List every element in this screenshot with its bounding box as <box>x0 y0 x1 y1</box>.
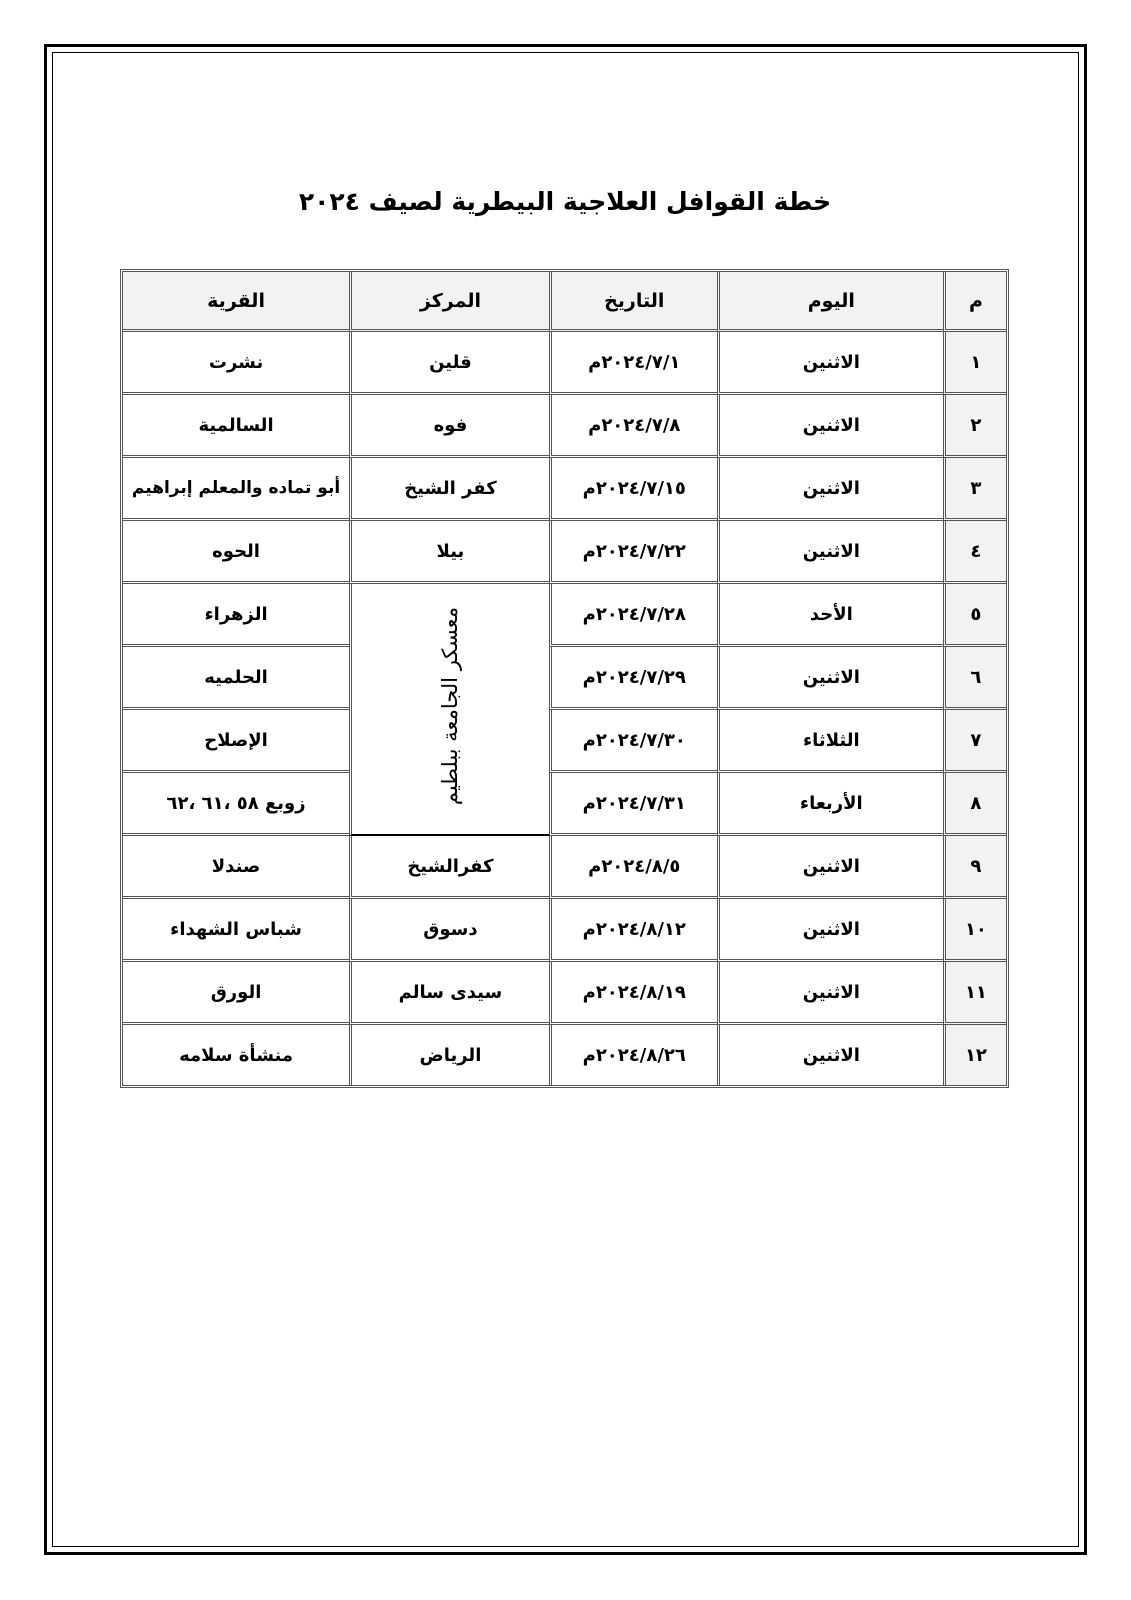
row-day: الاثنين <box>717 1025 943 1085</box>
row-date: ٢٠٢٤/٧/٢٨م <box>549 584 717 647</box>
row-date: ٢٠٢٤/٨/٥م <box>549 836 717 899</box>
header-day: اليوم <box>717 272 943 332</box>
row-day: الاثنين <box>717 521 943 584</box>
camp-center-label: معسكر الجامعة ببلطيم <box>438 607 463 806</box>
row-num: ٦ <box>943 647 1006 710</box>
header-num: م <box>943 272 1006 332</box>
row-date: ٢٠٢٤/٧/٢٢م <box>549 521 717 584</box>
row-date: ٢٠٢٤/٧/٢٩م <box>549 647 717 710</box>
table-row <box>123 647 1006 710</box>
table-row <box>123 332 1006 395</box>
row-center: سيدى سالم <box>349 962 549 1025</box>
row-village: منشأة سلامه <box>179 1044 293 1066</box>
row-day: الأربعاء <box>717 773 943 836</box>
row-date: ٢٠٢٤/٧/١م <box>549 332 717 395</box>
table-row <box>123 395 1006 458</box>
caravan-plan-table <box>120 269 1009 1088</box>
row-num: ١ <box>943 332 1006 395</box>
row-day: الاثنين <box>717 647 943 710</box>
table-row <box>123 1025 1006 1085</box>
row-center: فوه <box>349 395 549 458</box>
row-num: ٤ <box>943 521 1006 584</box>
row-num: ٥ <box>943 584 1006 647</box>
table-row <box>123 773 1006 836</box>
table-row <box>123 521 1006 584</box>
row-date: ٢٠٢٤/٨/١٢م <box>549 899 717 962</box>
row-village: زوبع ٥٨ ،٦١ ،٦٢ <box>123 773 349 836</box>
row-num: ١٢ <box>943 1025 1006 1085</box>
row-day: الاثنين <box>717 836 943 899</box>
table-row <box>123 962 1006 1025</box>
row-village: السالمية <box>123 395 349 458</box>
row-center: الرياض <box>349 1025 549 1085</box>
row-day: الاثنين <box>717 332 943 395</box>
row-day: الاثنين <box>717 395 943 458</box>
row-num: ٨ <box>943 773 1006 836</box>
row-num: ٩ <box>943 836 1006 899</box>
header-date: التاريخ <box>549 272 717 332</box>
table-row <box>123 899 1006 962</box>
row-day: الاثنين <box>717 962 943 1025</box>
row-village: شباس الشهداء <box>123 899 349 962</box>
table-row <box>123 710 1006 773</box>
header-village: القرية <box>123 272 349 332</box>
table-header-row <box>123 272 1006 332</box>
header-center: المركز <box>349 272 549 332</box>
row-day: الثلاثاء <box>717 710 943 773</box>
row-village: الإصلاح <box>123 710 349 773</box>
row-center: قلين <box>349 332 549 395</box>
row-center: كفرالشيخ <box>349 836 549 899</box>
row-day: الأحد <box>717 584 943 647</box>
row-village: صندلا <box>123 836 349 899</box>
row-date: ٢٠٢٤/٧/٣١م <box>549 773 717 836</box>
row-day: الاثنين <box>717 458 943 521</box>
row-village: نشرت <box>123 332 349 395</box>
row-num: ٢ <box>943 395 1006 458</box>
row-village: الحلميه <box>123 647 349 710</box>
row-date: ٢٠٢٤/٧/٣٠م <box>549 710 717 773</box>
row-date: ٢٠٢٤/٨/١٩م <box>549 962 717 1025</box>
row-village: الزهراء <box>123 584 349 647</box>
merged-center-camp <box>349 584 549 836</box>
row-date: ٢٠٢٤/٧/١٥م <box>549 458 717 521</box>
row-num: ٣ <box>943 458 1006 521</box>
row-num: ٧ <box>943 710 1006 773</box>
row-village: الحوه <box>123 521 349 584</box>
document-title: خطة القوافل العلاجية البيطرية لصيف ٢٠٢٤ <box>298 187 832 216</box>
row-num: ١٠ <box>943 899 1006 962</box>
table-row <box>123 836 1006 899</box>
row-date: ٢٠٢٤/٧/٨م <box>549 395 717 458</box>
row-center: دسوق <box>349 899 549 962</box>
row-center: بيلا <box>349 521 549 584</box>
table-row <box>123 584 1006 647</box>
row-village: أبو تماده والمعلم إبراهيم <box>123 458 349 521</box>
row-num: ١١ <box>943 962 1006 1025</box>
row-date: ٢٠٢٤/٨/٢٦م <box>549 1025 717 1085</box>
table-row <box>123 458 1006 521</box>
row-center: كفر الشيخ <box>349 458 549 521</box>
row-day: الاثنين <box>717 899 943 962</box>
row-village: الورق <box>123 962 349 1025</box>
